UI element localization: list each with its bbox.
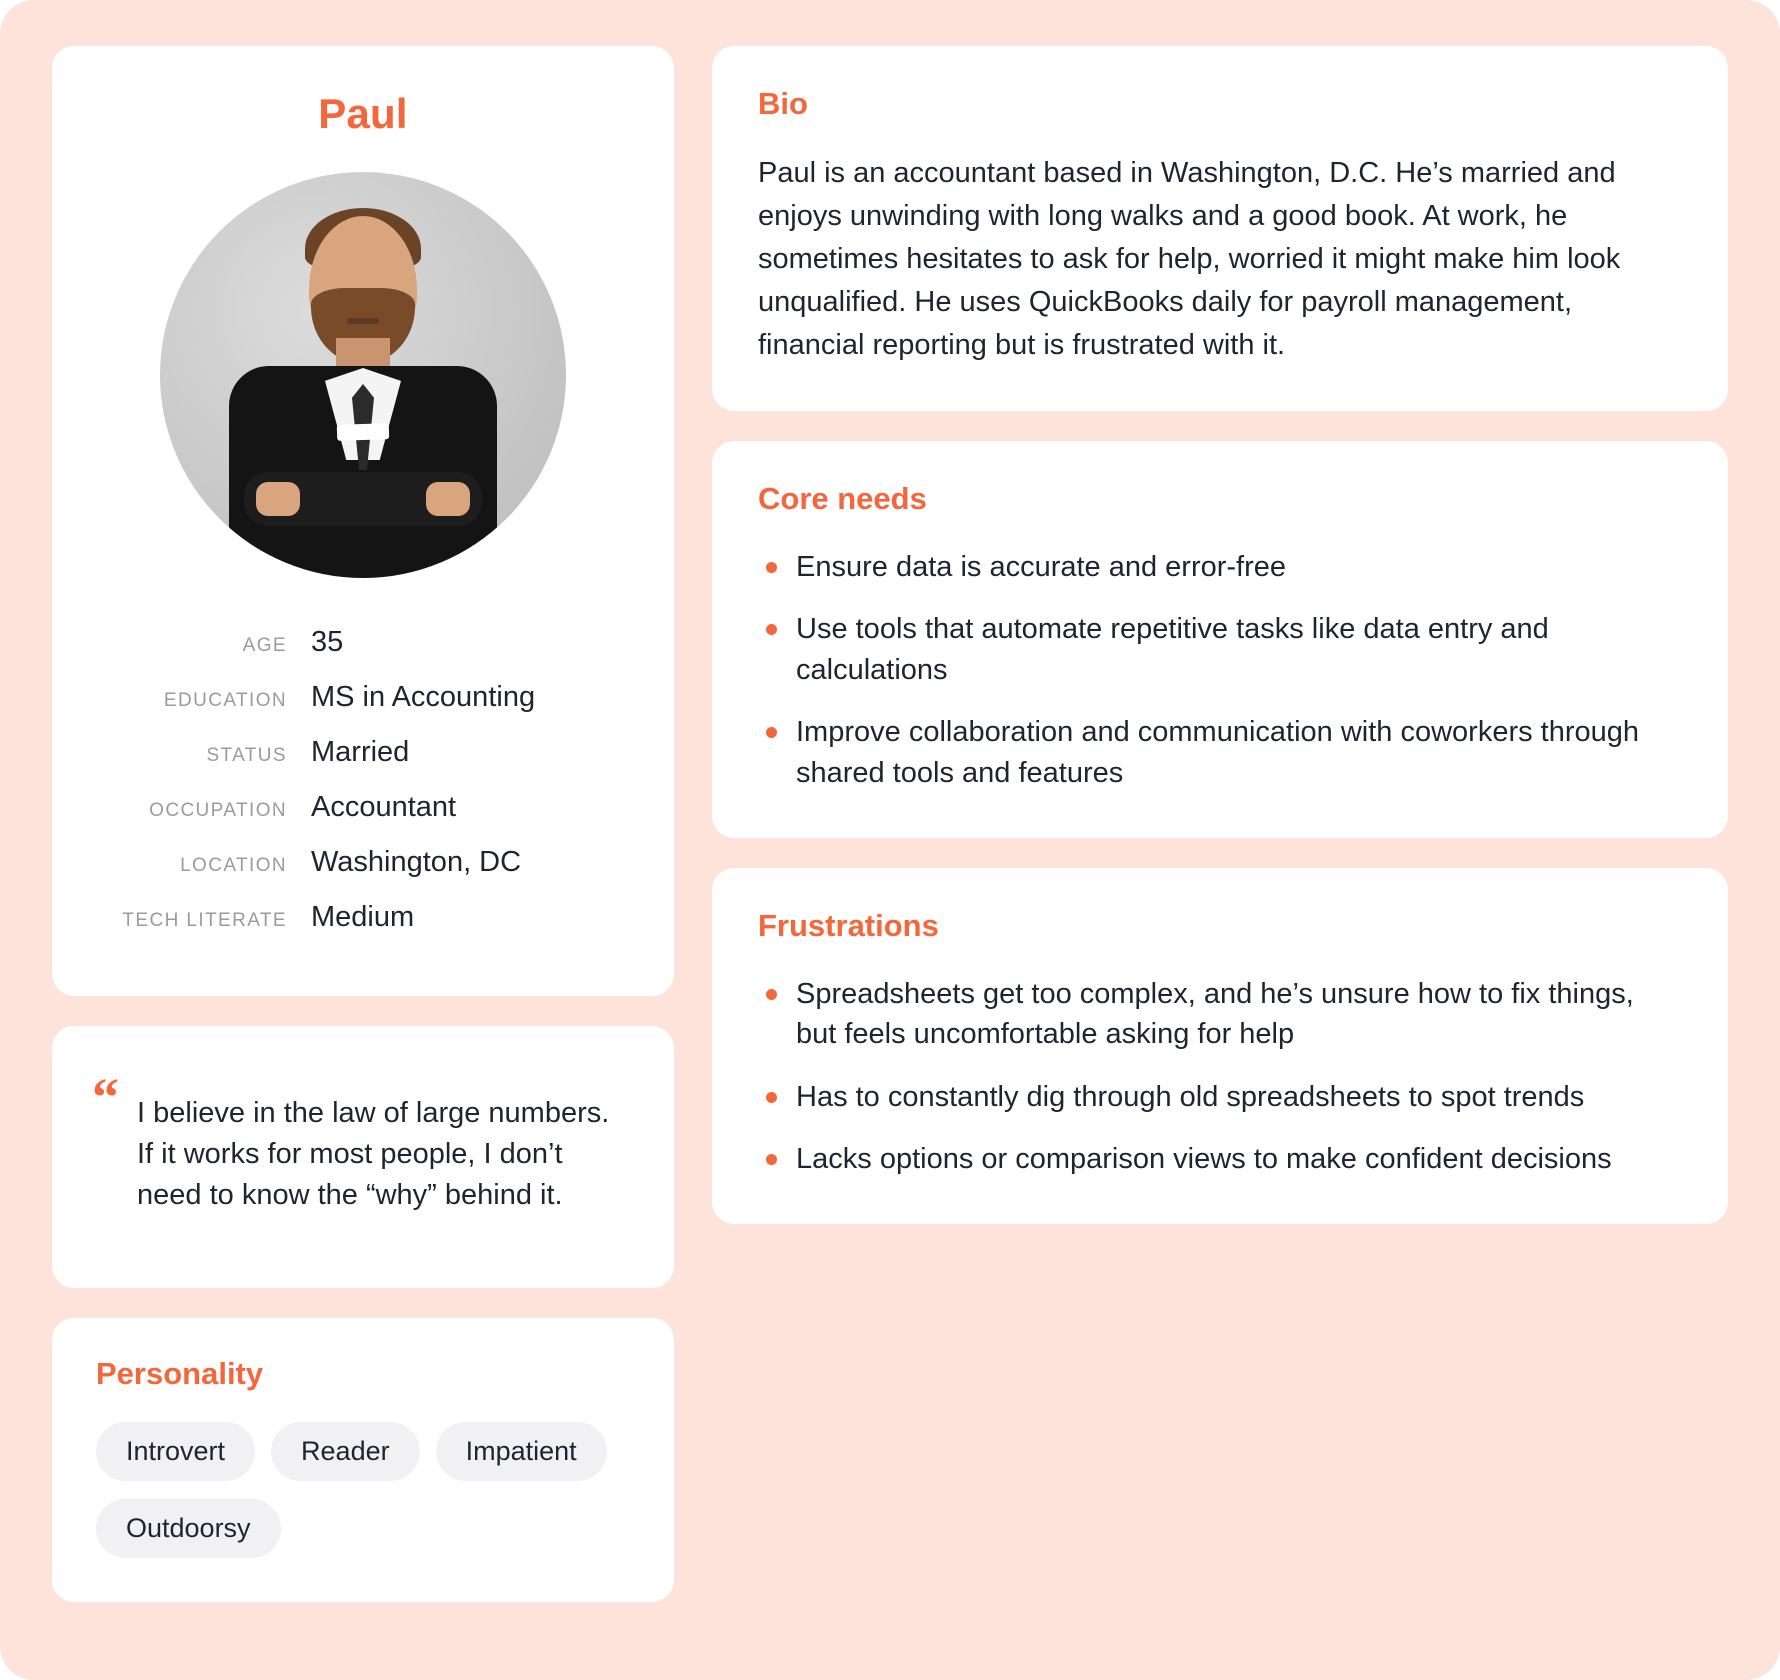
avatar-mouth xyxy=(347,318,379,324)
frustrations-list xyxy=(758,974,1682,1180)
quote-card xyxy=(52,1026,674,1288)
table-row xyxy=(96,681,630,736)
attr-value-education: MS in Accounting xyxy=(311,681,536,713)
right-column-spacer xyxy=(712,1254,1728,1628)
personality-tag: Introvert xyxy=(96,1422,255,1481)
avatar-hand-right xyxy=(426,482,470,516)
table-row xyxy=(96,736,630,791)
frustrations-card xyxy=(712,868,1728,1224)
right-column xyxy=(712,46,1728,1628)
personality-tag-list xyxy=(96,1422,630,1558)
quote-text: I believe in the law of large numbers. If it works for most people, I don’t need to know the “why” behind it. xyxy=(137,1097,610,1212)
personality-card xyxy=(52,1318,674,1602)
core-needs-card xyxy=(712,441,1728,838)
personality-tag: Reader xyxy=(271,1422,420,1481)
attr-label-status: STATUS xyxy=(206,745,287,766)
personality-tag: Impatient xyxy=(436,1422,607,1481)
persona-name: Paul xyxy=(318,90,408,137)
personality-title: Personality xyxy=(96,1355,264,1391)
bio-text: Paul is an accountant based in Washington, D.C. He’s married and enjoys unwinding with long walks and a good book. At work, he sometimes hesitates to ask for help, worried it might make him look unqualified. He uses QuickBooks daily for payroll management, financial reporting but is frustrated with it. xyxy=(758,157,1621,361)
table-row xyxy=(96,626,630,681)
core-needs-title: Core needs xyxy=(758,480,927,516)
attr-value-tech-literate: Medium xyxy=(311,901,415,933)
table-row xyxy=(96,791,630,846)
list-item: Use tools that automate repetitive tasks like data entry and calculations xyxy=(758,609,1682,690)
avatar-wrap xyxy=(96,172,630,578)
frustrations-title: Frustrations xyxy=(758,907,939,943)
attr-label-occupation: OCCUPATION xyxy=(149,800,287,821)
personality-tag: Outdoorsy xyxy=(96,1499,281,1558)
profile-card xyxy=(52,46,674,996)
attr-label-tech-literate: TECH LITERATE xyxy=(122,910,287,931)
quote-mark-icon: “ xyxy=(92,1067,119,1127)
attr-value-location: Washington, DC xyxy=(311,846,522,878)
bio-card xyxy=(712,46,1728,411)
list-item: Improve collaboration and communication with coworkers through shared tools and features xyxy=(758,712,1682,793)
left-column xyxy=(52,46,674,1628)
table-row xyxy=(96,846,630,901)
bio-title: Bio xyxy=(758,86,808,121)
attribute-table xyxy=(96,626,630,956)
avatar xyxy=(160,172,566,578)
attr-value-status: Married xyxy=(311,736,410,768)
attr-label-location: LOCATION xyxy=(180,855,287,876)
avatar-pocket-square xyxy=(337,423,390,441)
list-item: Has to constantly dig through old spreadsheets to spot trends xyxy=(758,1077,1682,1118)
list-item: Lacks options or comparison views to make confident decisions xyxy=(758,1139,1682,1180)
table-row xyxy=(96,901,630,956)
attr-label-education: EDUCATION xyxy=(163,690,287,711)
list-item: Ensure data is accurate and error-free xyxy=(758,547,1682,588)
list-item: Spreadsheets get too complex, and he’s unsure how to fix things, but feels uncomfortable asking for help xyxy=(758,974,1682,1055)
avatar-hand-left xyxy=(256,482,300,516)
attr-label-age: AGE xyxy=(242,635,287,656)
core-needs-list xyxy=(758,547,1682,794)
attr-value-occupation: Accountant xyxy=(311,791,457,823)
attr-value-age: 35 xyxy=(311,626,344,658)
